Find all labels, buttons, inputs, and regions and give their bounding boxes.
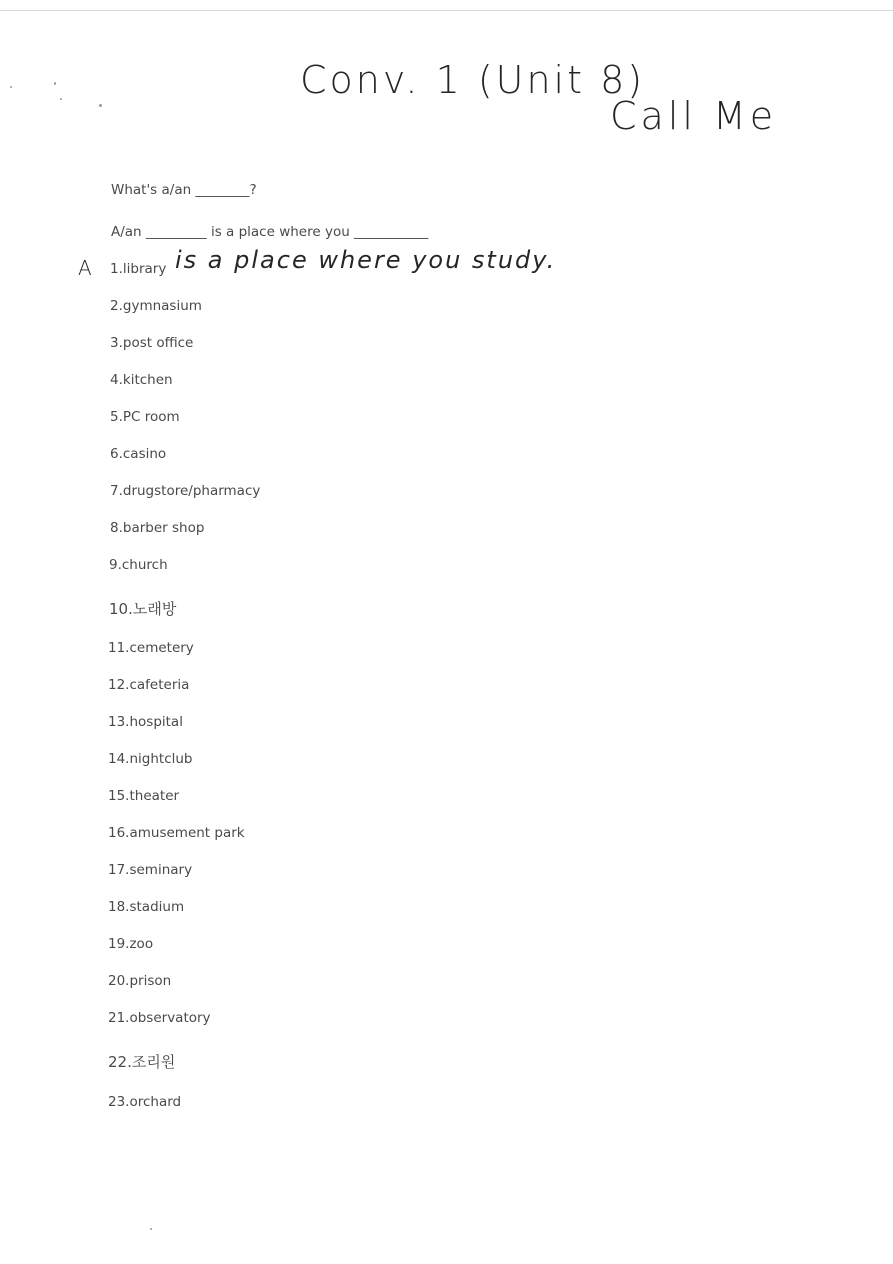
place-list-item: 4.kitchen xyxy=(110,372,173,388)
place-list-item: 6.casino xyxy=(110,446,167,462)
handwritten-answer: is a place where you study. xyxy=(175,246,557,274)
place-list-item: 15.theater xyxy=(108,788,180,804)
scan-speck xyxy=(150,1228,152,1230)
place-list-item: 3.post office xyxy=(110,335,194,351)
answer-marker: A xyxy=(78,256,92,280)
place-list-item: 14.nightclub xyxy=(108,751,193,767)
place-list-item: 20.prison xyxy=(108,973,172,989)
place-list-item: 8.barber shop xyxy=(110,520,205,536)
answer-frame-prompt: A/an _________ is a place where you ___________ xyxy=(111,224,429,240)
place-list-item: 16.amusement park xyxy=(108,825,245,841)
handwritten-subtitle: Call Me xyxy=(610,94,778,138)
place-list-item: 12.cafeteria xyxy=(108,677,190,693)
scan-speck xyxy=(60,98,62,100)
place-list-item: 21.observatory xyxy=(108,1010,211,1026)
question-prompt: What's a/an ________? xyxy=(111,182,257,198)
scan-speck xyxy=(99,104,102,107)
place-list-item: 23.orchard xyxy=(108,1094,182,1110)
place-list-item: 17.seminary xyxy=(108,862,193,878)
place-list-item: 7.drugstore/pharmacy xyxy=(110,483,261,499)
place-list-item: 19.zoo xyxy=(108,936,154,952)
place-list-item: 11.cemetery xyxy=(108,640,194,656)
place-list-item: 2.gymnasium xyxy=(110,298,202,314)
place-list-item: 9.church xyxy=(109,557,168,573)
place-list-item: 18.stadium xyxy=(108,899,185,915)
scan-speck xyxy=(54,82,56,85)
place-list-item: 1.library xyxy=(110,261,167,277)
place-list-item: 10.노래방 xyxy=(109,600,177,618)
scan-speck xyxy=(10,86,12,88)
handwritten-title: Conv. 1 (Unit 8) xyxy=(300,58,646,102)
place-list-item: 5.PC room xyxy=(110,409,180,425)
place-list-item: 22.조리원 xyxy=(108,1053,176,1071)
scan-top-edge xyxy=(0,10,893,11)
place-list-item: 13.hospital xyxy=(108,714,183,730)
